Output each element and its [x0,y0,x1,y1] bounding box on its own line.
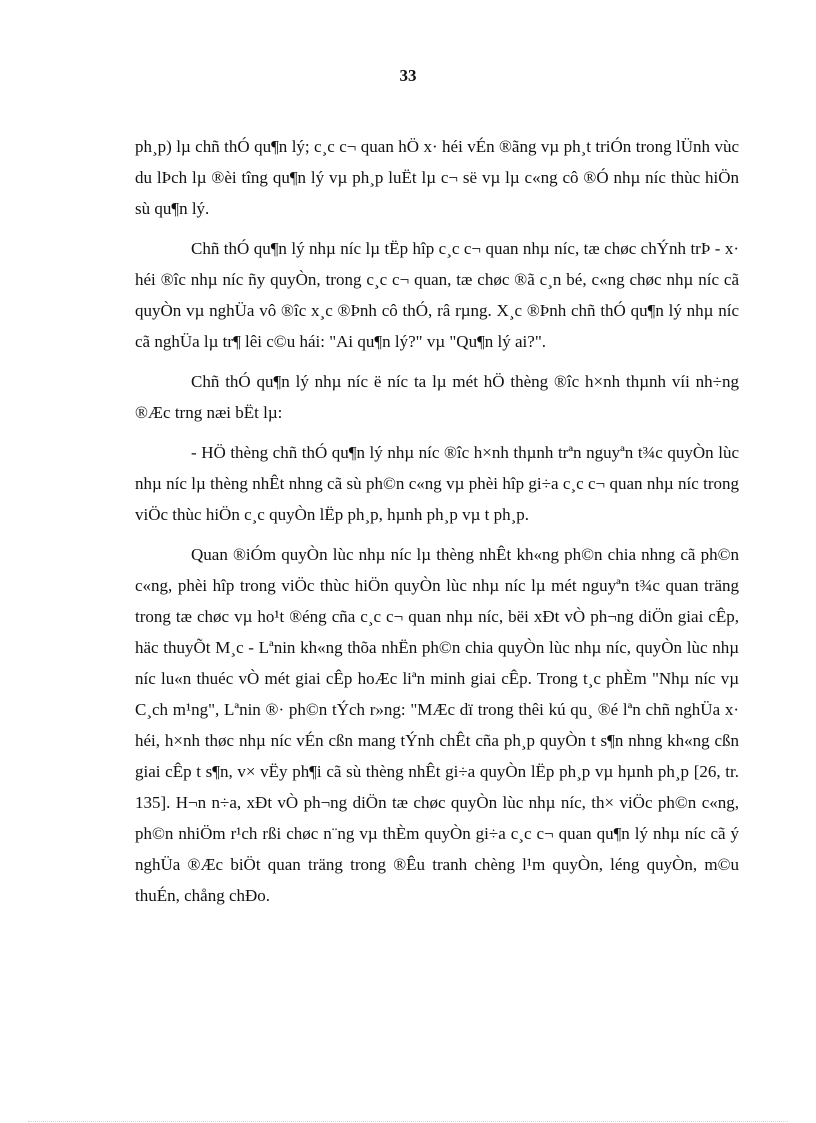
paragraph-continuation: ph¸p) lµ chñ thÓ qu¶n lý; c¸c c¬ quan hÖ x· héi vÉn ®ãng vµ ph¸t triÓn trong lÜnh vùc du lÞch lµ ®èi tîng qu¶n lý vµ ph¸p luËt lµ c¬ së vµ lµ c«ng cô ®Ó nhµ níc thùc hiÖn sù qu¶n lý. [135,137,739,218]
page-bottom-divider [28,1121,788,1122]
body-text [135,131,739,911]
page-number: 33 [399,66,417,85]
paragraph-first-characteristic: - HÖ thèng chñ thÓ qu¶n lý nhµ níc ®îc h×nh thµnh trªn nguyªn t¾c quyÒn lùc nhµ níc lµ thèng nhÊt nhng cã sù ph©n c«ng vµ phèi hîp gi÷a c¸c c¬ quan nhµ níc trong viÖc thùc hiÖn c¸c quyÒn lËp ph¸p, hµnh ph¸p vµ t ph¸p. [135,443,739,524]
paragraph-system-intro: Chñ thÓ qu¶n lý nhµ níc ë níc ta lµ mét hÖ thèng ®îc h×nh thµnh víi nh÷ng ®Æc trng næi bËt lµ: [135,372,739,422]
paragraph-subject-definition: Chñ thÓ qu¶n lý nhµ níc lµ tËp hîp c¸c c¬ quan nhµ níc, tæ chøc chÝnh trÞ - x· héi ®îc nhµ níc ñy quyÒn, trong c¸c c¬ quan, tæ chøc ®ã c¸n bé, c«ng chøc nhµ níc cã quyÒn vµ nghÜa vô ®îc x¸c ®Þnh cô thÓ, râ rµng. X¸c ®Þnh chñ thÓ qu¶n lý nhµ níc cã nghÜa lµ tr¶ lêi c©u hái: "Ai qu¶n lý?" vµ "Qu¶n lý ai?". [135,239,739,351]
paragraph-unified-power: Quan ®iÓm quyÒn lùc nhµ níc lµ thèng nhÊt kh«ng ph©n chia nhng cã ph©n c«ng, phèi hîp trong viÖc thùc hiÖn quyÒn lùc nhµ níc lµ mét nguyªn t¾c quan träng trong tæ chøc vµ ho¹t ®éng cña c¸c c¬ quan nhµ níc, bëi xÐt vÒ ph¬ng diÖn giai cÊp, häc thuyÕt M¸c - Lªnin kh«ng thõa nhËn ph©n chia quyÒn lùc nhµ níc, quyÒn lùc nhµ níc lu«n thuéc vÒ mét giai cÊp hoÆc liªn minh giai cÊp. Trong t¸c phÈm "Nhµ níc vµ C¸ch m¹ng", Lªnin ®· ph©n tÝch r»ng: "MÆc dï trong thêi kú qu¸ ®é lªn chñ nghÜa x· héi, h×nh thøc nhµ níc vÉn cßn mang tÝnh chÊt cña ph¸p quyÒn t s¶n nhng kh«ng cßn giai cÊp t s¶n, v× vËy ph¶i cã sù thèng nhÊt gi÷a quyÒn lËp ph¸p vµ hµnh ph¸p [26, tr. 135]. H¬n n÷a, xÐt vÒ ph¬ng diÖn tæ chøc quyÒn lùc nhµ níc, th× viÖc ph©n c«ng, ph©n nhiÖm r¹ch rßi chøc n¨ng vµ thÈm quyÒn gi÷a c¸c c¬ quan qu¶n lý nhµ níc cã ý nghÜa ®Æc biÖt quan träng trong ®Êu tranh chèng l¹m quyÒn, léng quyÒn, m©u thuÉn, chång chÐo. [135,545,739,905]
